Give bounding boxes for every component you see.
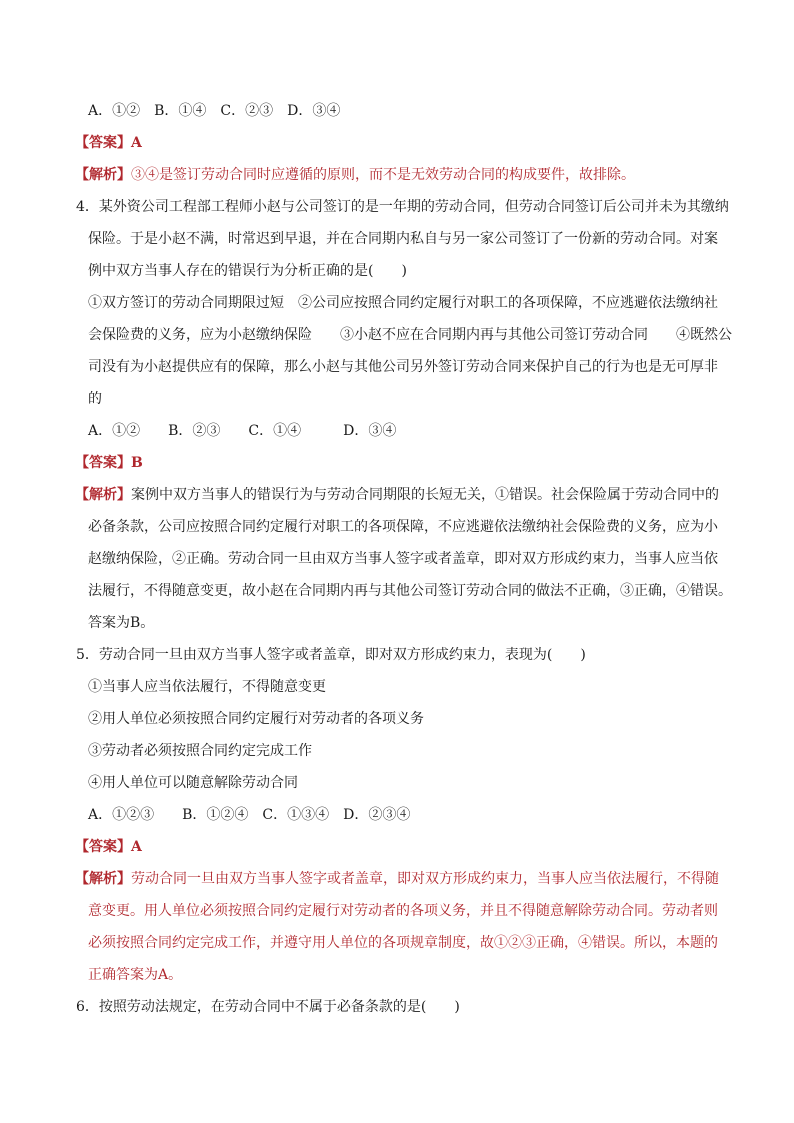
answer-tag: 【答案】	[75, 455, 131, 471]
q4-statement-line2: 会保险费的义务，应为小赵缴纳保险 ③小赵不应在合同期内再与其他公司签订劳动合同 ④既然公	[88, 327, 732, 343]
q4-stem-line1: 4．某外资公司工程部工程师小赵与公司签订的是一年期的劳动合同，但劳动合同签订后公司并未为其缴纳	[76, 199, 729, 215]
answer-tag: 【答案】	[75, 839, 131, 855]
q5-analysis-line4: 正确答案为A。	[88, 967, 183, 983]
q4-analysis-line2: 必备条款，公司应按照合同约定履行对职工的各项保障，不应逃避依法缴纳社会保险费的义务，应为小	[88, 519, 718, 535]
q5-answer	[75, 837, 142, 857]
q3-answer	[75, 133, 142, 153]
analysis-text: ③④是签订劳动合同时应遵循的原则，而不是无效劳动合同的构成要件，故排除。	[131, 167, 635, 183]
q5-statement-3: ③劳动者必须按照合同约定完成工作	[88, 743, 312, 759]
q5-stem: 5．劳动合同一旦由双方当事人签字或者盖章，即对双方形成约束力，表现为( )	[76, 647, 586, 663]
analysis-tag: 【解析】	[75, 871, 131, 887]
analysis-tag: 【解析】	[75, 487, 131, 503]
q6-stem: 6．按照劳动法规定，在劳动合同中不属于必备条款的是( )	[76, 999, 460, 1015]
q5-analysis-line2: 意变更。用人单位必须按照合同约定履行对劳动者的各项义务，并且不得随意解除劳动合同。劳动者则	[88, 903, 718, 919]
q4-stem-line2: 保险。于是小赵不满，时常迟到早退，并在合同期内私自与另一家公司签订了一份新的劳动合同。对案	[88, 231, 718, 247]
analysis-text: 案例中双方当事人的错误行为与劳动合同期限的长短无关，①错误。社会保险属于劳动合同中的	[131, 487, 719, 503]
q4-statement-line4: 的	[88, 391, 102, 407]
q5-analysis-line1	[75, 869, 719, 889]
answer-value: A	[131, 839, 142, 855]
q5-statement-4: ④用人单位可以随意解除劳动合同	[88, 775, 298, 791]
q3-options: A．①② B．①④ C．②③ D．③④	[88, 103, 341, 119]
q4-statement-line1: ①双方签订的劳动合同期限过短 ②公司应按照合同约定履行对职工的各项保障，不应逃避依法缴纳社	[88, 295, 718, 311]
q4-analysis-line1	[75, 485, 719, 505]
analysis-text: 劳动合同一旦由双方当事人签字或者盖章，即对双方形成约束力，当事人应当依法履行，不得随	[131, 871, 719, 887]
answer-value: A	[131, 135, 142, 151]
q4-stem-line3: 例中双方当事人存在的错误行为分析正确的是( )	[88, 263, 407, 279]
q3-analysis	[75, 165, 635, 185]
q4-analysis-line5: 答案为B。	[88, 615, 155, 631]
q4-answer	[75, 453, 143, 473]
q5-statement-2: ②用人单位必须按照合同约定履行对劳动者的各项义务	[88, 711, 424, 727]
answer-value: B	[131, 455, 143, 471]
q4-options: A．①② B．②③ C．①④ D．③④	[88, 423, 397, 439]
q4-analysis-line3: 赵缴纳保险，②正确。劳动合同一旦由双方当事人签字或者盖章，即对双方形成约束力，当事人应当依	[88, 551, 718, 567]
analysis-tag: 【解析】	[75, 167, 131, 183]
q5-statement-1: ①当事人应当依法履行，不得随意变更	[88, 679, 326, 695]
q4-statement-line3: 司没有为小赵提供应有的保障，那么小赵与其他公司另外签订劳动合同来保护自己的行为也是无可厚非	[88, 359, 718, 375]
answer-tag: 【答案】	[75, 135, 131, 151]
q5-options: A．①②③ B．①②④ C．①③④ D．②③④	[88, 807, 411, 823]
q4-analysis-line4: 法履行，不得随意变更，故小赵在合同期内再与其他公司签订劳动合同的做法不正确，③正确，④错误。	[88, 583, 732, 599]
q5-analysis-line3: 必须按照合同约定完成工作，并遵守用人单位的各项规章制度，故①②③正确，④错误。所以，本题的	[88, 935, 718, 951]
